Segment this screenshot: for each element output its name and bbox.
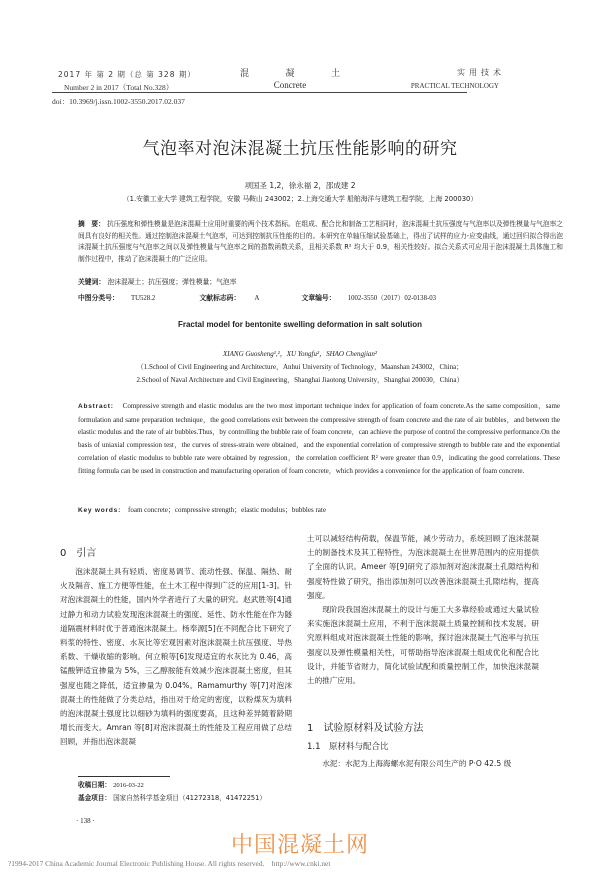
authors-cn: 项国圣 1,2，徐永福 2，邵成建 2 [244,181,356,190]
copyright-line: ?1994-2017 China Academic Journal Electronic Publishing House. All rights reserved. http://www.cnki.net [8,859,331,868]
received-label: 收稿日期： [78,781,111,789]
abstract-en-text: Compressive strength and elastic modulus are the two most important technique index for application of foam concrete.As the same composition，same formulation and same preparation technique，the good correlations exit between the compressive strength of foam concrete and the rate of air bubbles，and between the elastic modulus and the rate of air bubbles.Thus，by controlling the bubble rate of foam concrete，can achieve the purpose of control the compressive performance.On the basis of uniaxial compression test，the curves of stress-strain were obtained，and the exponential correlation of compressive strength to bubble rate and the exponential correlation of elastic modulus to bubble rate were obtained by regression，the correlation coefficient R² were greater than 0.9，indicating the good correlations. These fitting formula can be used in construction and manufacturing operation of foam concrete，which provides a convenience for the application of foam concrete. [78,402,561,475]
issue-cn: 2017 年 第 2 期（总 第 328 期） [58,70,196,79]
keywords-en [78,505,326,515]
clc-value: TU528.2 [130,295,156,302]
fund-info [78,792,266,802]
received-value: 2016-03-22 [113,782,144,789]
clc-label: 中图分类号： [78,294,119,302]
body-column-right-cont [307,757,557,771]
fund-value: 国家自然科学基金项目（41272318，41472251） [113,794,266,802]
issue-en: Number 2 in 2017（Total No.328） [64,83,174,92]
abstract-cn-text: 抗压强度和弹性模量是泡沫混凝土应用时重要的两个技术指标。在组成、配合比和制备工艺相同时，泡沫混凝土抗压强度与气泡率以及弹性模量与气泡率之间具有良好的相关性。通过控制泡沫混凝土气泡率，可达到控制抗压性能的目的。本研究在单轴压缩试验基础上，得出了试样的应力-应变曲线，通过回归拟合得出泡沫混凝土抗压强度与气泡率之间以及弹性模量与气泡率之间的指数函数关系，且相关系数 R² 均大于 0.9，相关性较好。拟合关系式可应用于泡沫混凝土具体施工和制作过程中，推动了泡沫混凝土的广泛应用。 [78,220,563,263]
affiliation-en-1: （1.School of Civil Engineering and Architecture，Anhui University of Technology，Maanshan 243002，China； [136,363,464,371]
keywords-cn [78,276,237,286]
body-column-left [60,565,292,750]
page-number: · 138 · [76,817,95,825]
doi: doi：10.3969/j.issn.1002-3550.2017.02.037 [52,97,185,106]
abstract-en [78,400,560,477]
column-cn: 实用技术 [457,68,505,77]
keywords-en-label: Key words: [78,507,122,514]
keywords-en-text: foam concrete；compressive strength；elastic modulus；bubbles rate [128,506,326,514]
received-date [78,779,144,789]
affiliation-en-2: 2.School of Naval Architecture and Civil Engineering，Shanghai Jiaotong University，Shanghai 200030，China） [136,376,464,384]
paragraph: 土可以减轻结构荷载，保温节能，减少劳动力，系统回顾了泡沫混凝土的制备技术及其工程特性，为泡沫混凝土在世界范围内的应用提供了全面的认识。Ameer 等[9]研究了添加剂对泡沫混凝土孔隙结构和强度特性做了研究，指出添加剂可以改善泡沫混凝土孔隙结构，提高强度。 [307,534,539,600]
paragraph: 水泥：水泥为上海海螺水泥有限公司生产的 P·O 42.5 级 [322,759,512,768]
section-0-heading: 0 引言 [60,548,97,559]
section-1-1-heading: 1.1 原材料与配合比 [307,742,389,752]
abstract-en-label: Abstract: [78,403,114,410]
paragraph: 现阶段我国泡沫混凝土的设计与施工大多靠经验或通过大量试验来实施泡沫混凝土应用，不利于泡沫混凝土质量控制和技术发展。研究原料组成对泡沫混凝土性能的影响，探讨泡沫混凝土气泡率与抗压强度以及弹性模量相关性，可帮助指导泡沫混凝土组成优化和配合比设计，并能节省财力，简化试验试配和质量控制工作，加快泡沫混凝土的推广应用。 [307,605,539,686]
article-title-cn: 气泡率对泡沫混凝土抗压性能影响的研究 [142,139,458,159]
authors-en: XIANG Guosheng¹,²，XU Yongfu²，SHAO Chengjian² [223,350,377,358]
watermark-site: 中国混凝土网 [230,833,369,858]
paragraph: 泡沫混凝土具有轻质、密度易调节、流动性强、保温、隔热、耐火及隔音、施工方便等性能，在土木工程中得到广泛的应用[1-3]。针对泡沫混凝土的性能，国内外学者进行了大量的研究。赵武胜等[4]通过静力和动力试验发现泡沫混凝土的强度、延性、防水性能在作为隧道隔震材料时优于普通泡沫混凝土。杨奉源[5]在不同配合比下研究了料浆的特性、密度、水灰比等宏观因素对泡沫混凝土抗压强度、导热系数、干燥收缩的影响。何立粮等[6]发现适宜的水灰比为 0.46，高锰酸钾适宜掺量为 5%，三乙醇胺能有效减少泡沫混凝土密度，但其强度也随之降低，适宜掺量为 0.04%。Ramamurthy 等[7]对泡沫混凝土的性能做了分类总结，指出对于给定的密度，以粉煤灰为填料的泡沫混凝土强度比以细砂为填料的强度要高，且这种差异随着龄期增长而变大。Amran 等[8]对泡沫混凝土的性能及工程应用做了总结回顾，并指出泡沫混凝 [60,567,292,747]
keywords-cn-text: 泡沫混凝土；抗压强度；弹性模量；气泡率 [107,278,237,286]
fund-label: 基金项目： [78,794,111,802]
column-en: PRACTICAL TECHNOLOGY [410,82,499,90]
article-title-en: Fractal model for bentonite swelling deformation in salt solution [177,320,423,329]
journal-title-en: Concrete [273,80,307,90]
classification-row [78,292,558,302]
section-1-heading: 1 试验原材料及试验方法 [307,723,424,734]
body-column-right [307,532,539,688]
footnote-rule [78,776,170,777]
abstract-cn-label: 摘 要： [78,220,105,228]
journal-char: 土 [330,69,340,79]
journal-char: 混 [240,69,250,79]
article-no-value: 1002-3550（2017）02-0138-03 [347,295,437,302]
journal-char: 凝 [285,69,295,79]
article-no-label: 文章编号： [301,294,336,302]
journal-title-cn [240,66,340,79]
affiliations-cn: （1.安徽工业大学 建筑工程学院，安徽 马鞍山 243002；2.上海交通大学 船舶海洋与建筑工程学院，上海 200030） [122,195,478,203]
keywords-cn-label: 关键词： [78,278,106,286]
doc-code-label: 文献标志码： [199,294,241,302]
header-rule [52,92,467,93]
doc-code-value: A [254,295,260,302]
abstract-cn [78,219,563,265]
